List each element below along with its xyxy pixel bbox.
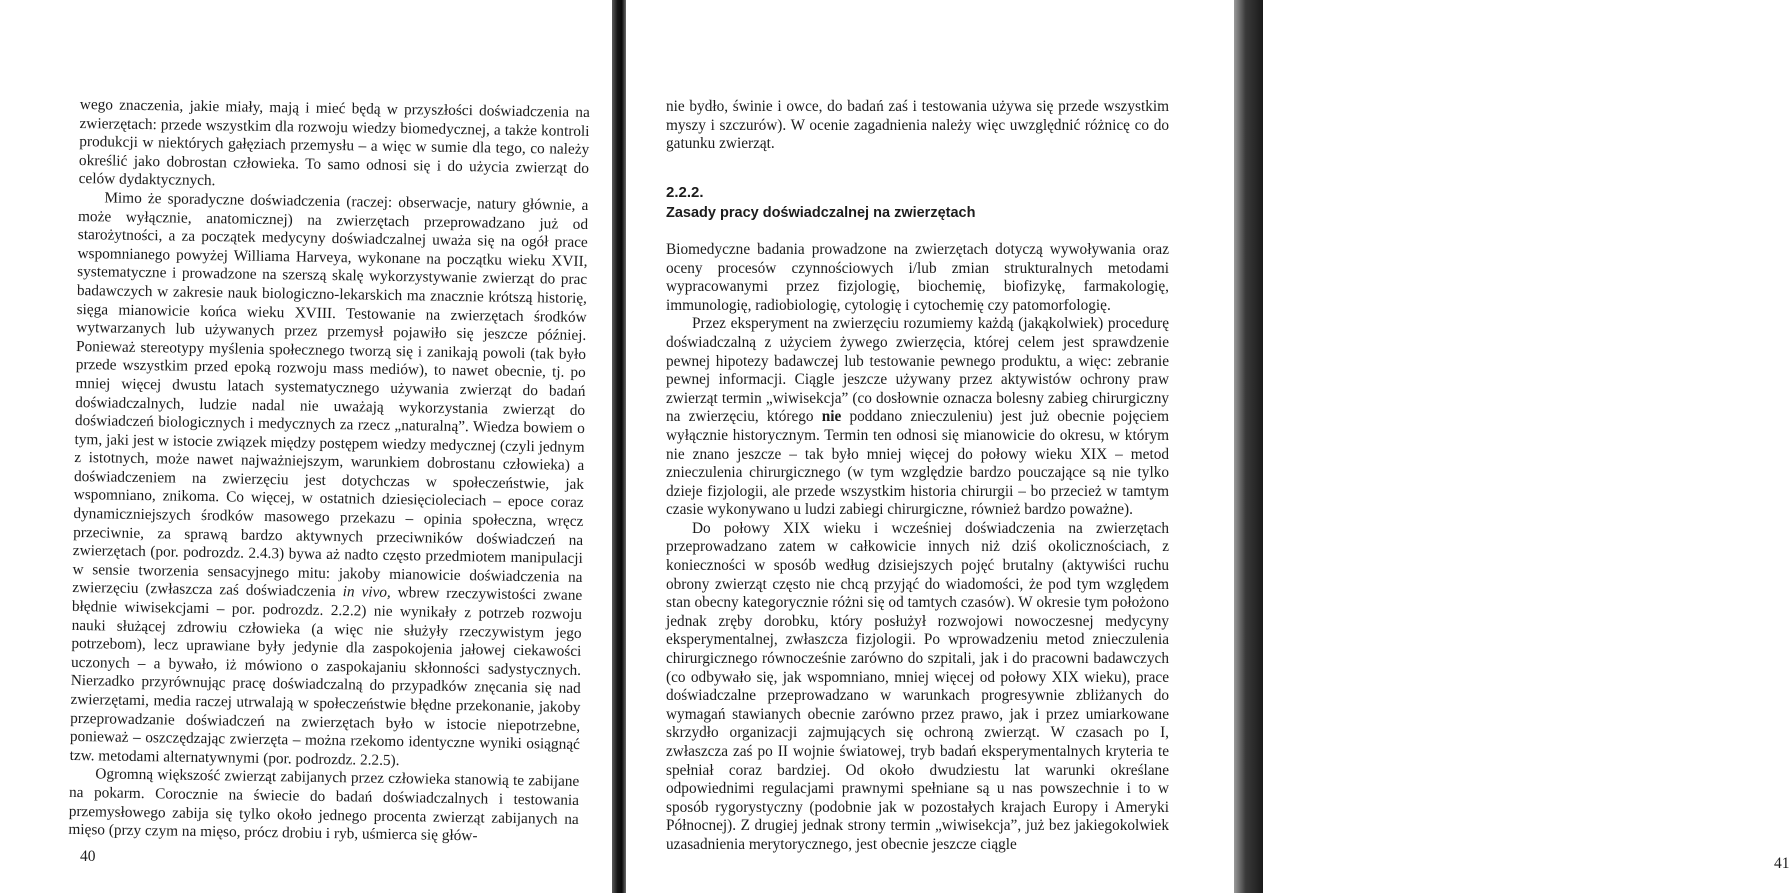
left-paragraph-text: wbrew rzeczywistości zwane błędnie wiwisekcjami – por. podrozdz. 2.2.2) nie wynikały z potrzeb rozwoju nauki służącej zdrowiu człowieka (a więc nie służyły rzeczywistym jego potrzebom), lecz uprawiane były jedynie dla zaspokojenia jałowej ciekawości uczonych – a bywało, iż mówiono o zaspokajaniu skłonności sadystycznych. Nierzadko przyrównując pracę doświadczalną do przypadków znęcania się nad zwierzętami, media raczej utrwalają w społeczeństwie błędne przekonanie, jakoby przeprowadzanie doświadczeń na zwierzętach było w istocie niepotrzebne, ponieważ – oszczędzając zwierzęta – można rzekomo identyczne wyniki osiągnąć tzw. metodami alternatywnymi (por. podrozdz. 2.2.5). (69, 584, 583, 769)
left-paragraph (69, 189, 588, 773)
right-text-column (666, 98, 1169, 855)
bold-term: nie (821, 408, 842, 426)
page-number-left: 40 (80, 848, 96, 865)
right-intro-paragraph: nie bydło, świnie i owce, do badań zaś i testowania używa się przede wszystkim myszy i szczurów). W ocenie zagadnienia należy więc uwzględnić różnicę co do gatunku zwierząt. (666, 98, 1169, 153)
left-paragraph-text: Mimo że sporadyczne doświadczenia (raczej: obserwacje, natury głównie, a może wyłącznie, anatomicznej) na zwierzętach przeprowadzano już od starożytności, a za początek medycyny doświadczalnej uważa się na ogół prace wspomnianego powyżej Williama Harveya, wykonane na początku wieku XVII, systematyczne i prowadzone na szerszą skalę wykorzystywanie zwierząt do prac badawczych w zakresie nauk biologiczno-lekarskich ma znacznie krótszą historię, sięga mianowicie końca wieku XVIII. Testowanie na zwierzętach środków wytwarzanych lub używanych przez przemysł pojawiło się jeszcze później. Ponieważ stereotypy myślenia społecznego tworzą się i zanikają powoli (tak było przede wszystkim przed epoką rozwoju mass mediów), to nawet obecnie, tj. po mniej więcej dwustu latach systematycznego używania zwierząt do badań doświadczalnych, ludzie nadal nie uważają wykorzystania zwierząt do doświadczeń biologicznych i medycznych za rzecz „naturalną”. Wiedza bowiem o tym, jaki jest w istocie związek między postępem wiedzy medycznej (czyli jednym z istotnych, może nawet najważniejszym, warunkiem dobrostanu człowieka) a doświadczeniem na zwierzęciu jest dotychczas w społeczeństwie, jak wspomniano, znikoma. Co więcej, w ostatnich dziesięcioleciach – epoce coraz dynamiczniejszych środków masowego przekazu – opinia społeczna, wręcz przeciwnie, za sprawą bardzo aktywnych przeciwników doświadczeń na zwierzętach (por. podrozdz. 2.4.3) bywa aż nadto często przedmiotem manipulacji w sensie tworzenia sensacyjnego mitu: jakoby mianowicie doświadczenia na zwierzęciu (zwłaszcza zaś doświadczenia (72, 189, 589, 601)
left-paragraph: Ogromną większość zwierząt zabijanych przez człowieka stanowią te zabijane na pokarm. Corocznie na świecie do badań doświadczalnych i testowania przemysłowego zabija się tylko około jednego procenta zwierząt zabijanych na mięso (przy czym na mięso, prócz drobiu i ryb, uśmierca się głów- (68, 765, 580, 845)
section-number: 2.2.2. (666, 183, 704, 201)
page-number-right: 41 (1774, 855, 1790, 872)
left-text-column (68, 96, 590, 848)
right-paragraph: Do połowy XIX wieku i wcześniej doświadczenia na zwierzętach przeprowadzano zatem w całkowicie innych niż dziś okolicznościach, z konieczności w sposób według dzisiejszych pojęć brutalny (aktywiści ruchu obrony zwierząt często nie chcą przyjąć do wiadomości, że pod tym względem stan obecny kategorycznie różni się od tamtych czasów). W okresie tym położono jednak zręby dorobku, który posłużył rozwojowi nowoczesnej medycyny eksperymentalnej, zwłaszcza fizjologii. Po wprowadzeniu metod znieczulenia chirurgicznego równocześnie zarówno do szpitali, jak i do pracowni badawczych (co odbywało się, jak wspomniano, mniej więcej od połowy XIX wieku), prace doświadczalne przeprowadzano w warunkach progresywnie zbliżanych do wymagań stawianych obecnie zarówno przez prawo, jak i przez umiarkowane skrzydło organizacji zajmujących się ochroną zwierząt. W czasach po I, zwłaszcza zaś po II wojnie światowej, tryb badań eksperymentalnych kryteria te spełniał coraz bardziej. Od około dwudziestu lat warunki określane odpowiednimi regulacjami prawnymi spełniane są u nas powszechnie i to w sposób rygorystyczny (podobnie jak w pozostałych krajach Europy i Ameryki Północnej). Z drugiej jednak strony termin „wiwisekcja”, już bez jakiegokolwiek uzasadnienia merytorycznego, jest obecnie jeszcze ciągle (666, 519, 1169, 853)
right-paragraph-text: poddano znieczuleniu) jest już obecnie pojęciem wyłącznie historycznym. Termin ten odnosi się mianowicie do okresu, w którym nie znano jeszcze – tak było mniej więcej do połowy wieku XIX – metod znieczulenia chirurgicznego (w tym względzie bardzo pouczające są nie tylko dzieje fizjologii, ale przede wszystkim historia chirurgii – bo przecież w tamtym czasie wykonywano u ludzi zabiegi chirurgiczne, również bardzo poważne). (666, 408, 1169, 519)
italic-term: in vivo, (342, 583, 391, 602)
right-paragraph: Biomedyczne badania prowadzone na zwierzętach dotyczą wywoływania oraz oceny procesów czynnościowych i/lub zmian strukturalnych metodami wypracowanymi przez fizjologię, biochemię, biofizykę, farmakologię, immunologię, radiobiologię, cytologię i cytochemię czy patomorfologię. (666, 240, 1169, 314)
right-paragraph-text: Przez eksperyment na zwierzęciu rozumiemy każdą (jakąkolwiek) procedurę doświadczalną z użyciem żywego zwierzęcia, której celem jest sprawdzenie pewnej hipotezy badawczej lub testowanie pewnego produktu, a więc: zebranie pewnej informacji. Ciągle jeszcze używany przez aktywistów ochrony praw zwierząt termin „wiwisekcja” (co dosłownie oznacza bolesny zabieg chirurgiczny na zwierzęciu, którego (666, 315, 1169, 426)
left-page (0, 0, 612, 893)
right-page-edge (1234, 0, 1263, 893)
right-paragraph (666, 315, 1169, 520)
book-spine (612, 0, 626, 893)
section-title: Zasady pracy doświadczalnej na zwierzętach (666, 205, 976, 222)
left-paragraph: wego znaczenia, jakie miały, mają i mieć będą w przyszłości doświadczenia na zwierzętach: przede wszystkim dla rozwoju wiedzy biomedycznej, a także kontroli produkcji w niektórych gałęziach przemysłu – a więc w sumie dla tego, co należy określić jako dobrostan człowieka. To samo odnosi się i do użycia zwierząt do celów dydaktycznych. (78, 96, 590, 190)
